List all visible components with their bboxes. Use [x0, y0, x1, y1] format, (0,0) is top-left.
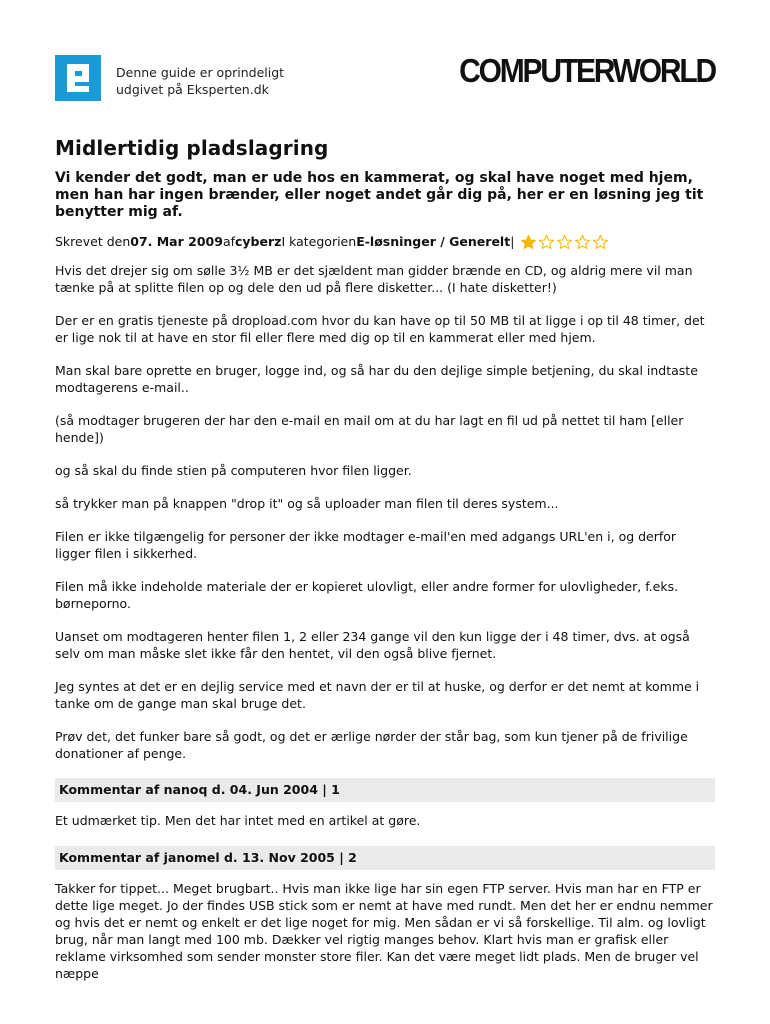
- comment-header: Kommentar af janomel d. 13. Nov 2005 | 2: [55, 846, 715, 870]
- rating-stars[interactable]: [520, 234, 609, 250]
- article-paragraph: Der er en gratis tjeneste på dropload.com hvor du kan have op til 50 MB til at ligge i op til 48 timer, det er lige nok til at have en stor fil eller flere med dig op til en kammerat eller med hjem.: [55, 313, 705, 345]
- article-meta: [55, 233, 715, 251]
- comment-header: Kommentar af nanoq d. 04. Jun 2004 | 1: [55, 778, 715, 802]
- star-empty-icon[interactable]: [574, 234, 591, 250]
- article-category[interactable]: E-løsninger / Generelt: [356, 234, 511, 249]
- comments-section: [55, 778, 715, 982]
- article-paragraph: (så modtager brugeren der har den e-mail en mail om at du har lagt en fil ud på nettet til ham [eller hende]): [55, 413, 684, 445]
- article-paragraph: Hvis det drejer sig om sølle 3½ MB er det sjældent man gidder brænde en CD, og aldrig mere vil man tænke på at splitte filen op og dele den ud på flere disketter... (I hate disketter!): [55, 263, 693, 295]
- star-empty-icon[interactable]: [556, 234, 573, 250]
- article-paragraph: Uanset om modtageren henter filen 1, 2 eller 234 gange vil den kun ligge der i 48 timer, dvs. at også selv om man måske slet ikke får den hentet, vil den også blive fjernet.: [55, 629, 690, 661]
- article-paragraph: så trykker man på knappen "drop it" og så uploader man filen til deres system...: [55, 496, 559, 511]
- article-paragraph: Man skal bare oprette en bruger, logge ind, og så har du den dejlige simple betjening, du skal indtaste modtagerens e-mail..: [55, 363, 698, 395]
- author-prefix: af: [222, 234, 235, 249]
- star-empty-icon[interactable]: [538, 234, 555, 250]
- article-author[interactable]: cyberz: [235, 234, 282, 249]
- article-body: [55, 262, 715, 762]
- article-paragraph: Filen er ikke tilgængelig for personer der ikke modtager e-mail'en med adgangs URL'en i, og derfor ligger filen i sikkerhed.: [55, 529, 677, 561]
- article-subtitle: Vi kender det godt, man er ude hos en kammerat, og skal have noget med hjem, men han har ingen brænder, eller noget andet går dig på, her er en løsning jeg tit benytter mig af.: [55, 170, 704, 220]
- written-prefix: Skrevet den: [55, 234, 131, 249]
- article: [55, 135, 715, 999]
- origin-note-line2: udgivet på Eksperten.dk: [116, 82, 269, 97]
- category-prefix: I kategorien: [281, 234, 357, 249]
- article-paragraph: og så skal du finde stien på computeren hvor filen ligger.: [55, 463, 412, 478]
- star-filled-icon[interactable]: [520, 234, 537, 250]
- comment-body: Takker for tippet... Meget brugbart.. Hvis man ikke lige har sin egen FTP server. Hvis man har en FTP er dette lige meget. Jo der findes USB stick som er nemt at have med rundt. Men det her er endnu nemmer og hvis det er nemt og enkelt er det lige noget for mig. Men sådan er vi så forskellige. Til alm. og lovligt brug, når man langt med 100 mb. Dækker vel rigtig manges behov. Klart hvis man er grafisk eller reklame virksomhed som sender monster store filer. Kan det være meget lidt plads. Men de bruger vel næppe: [55, 881, 713, 981]
- star-empty-icon[interactable]: [592, 234, 609, 250]
- comment-body: Et udmærket tip. Men det har intet med en artikel at gøre.: [55, 813, 421, 828]
- article-paragraph: Prøv det, det funker bare så godt, og det er ærlige nørder der står bag, som kun tjener på de frivilige donationer af penge.: [55, 729, 688, 761]
- article-date: 07. Mar 2009: [130, 234, 223, 249]
- computerworld-logo[interactable]: COMPUTERWORLD: [459, 52, 715, 90]
- origin-note-line1: Denne guide er oprindeligt: [116, 65, 285, 80]
- eksperten-logo-icon[interactable]: [55, 55, 101, 101]
- meta-separator: |: [510, 234, 515, 249]
- eksperten-e-icon: [55, 55, 101, 101]
- article-paragraph: Filen må ikke indeholde materiale der er kopieret ulovligt, eller andre former for ulovligheder, f.eks. børneporno.: [55, 579, 679, 611]
- article-paragraph: Jeg syntes at det er en dejlig service med et navn der er til at huske, og derfor er det nemt at komme i tanke om de gange man skal bruge det.: [55, 679, 700, 711]
- origin-note: [116, 64, 284, 98]
- article-title: Midlertidig pladslagring: [55, 136, 329, 160]
- page-header: [55, 52, 715, 103]
